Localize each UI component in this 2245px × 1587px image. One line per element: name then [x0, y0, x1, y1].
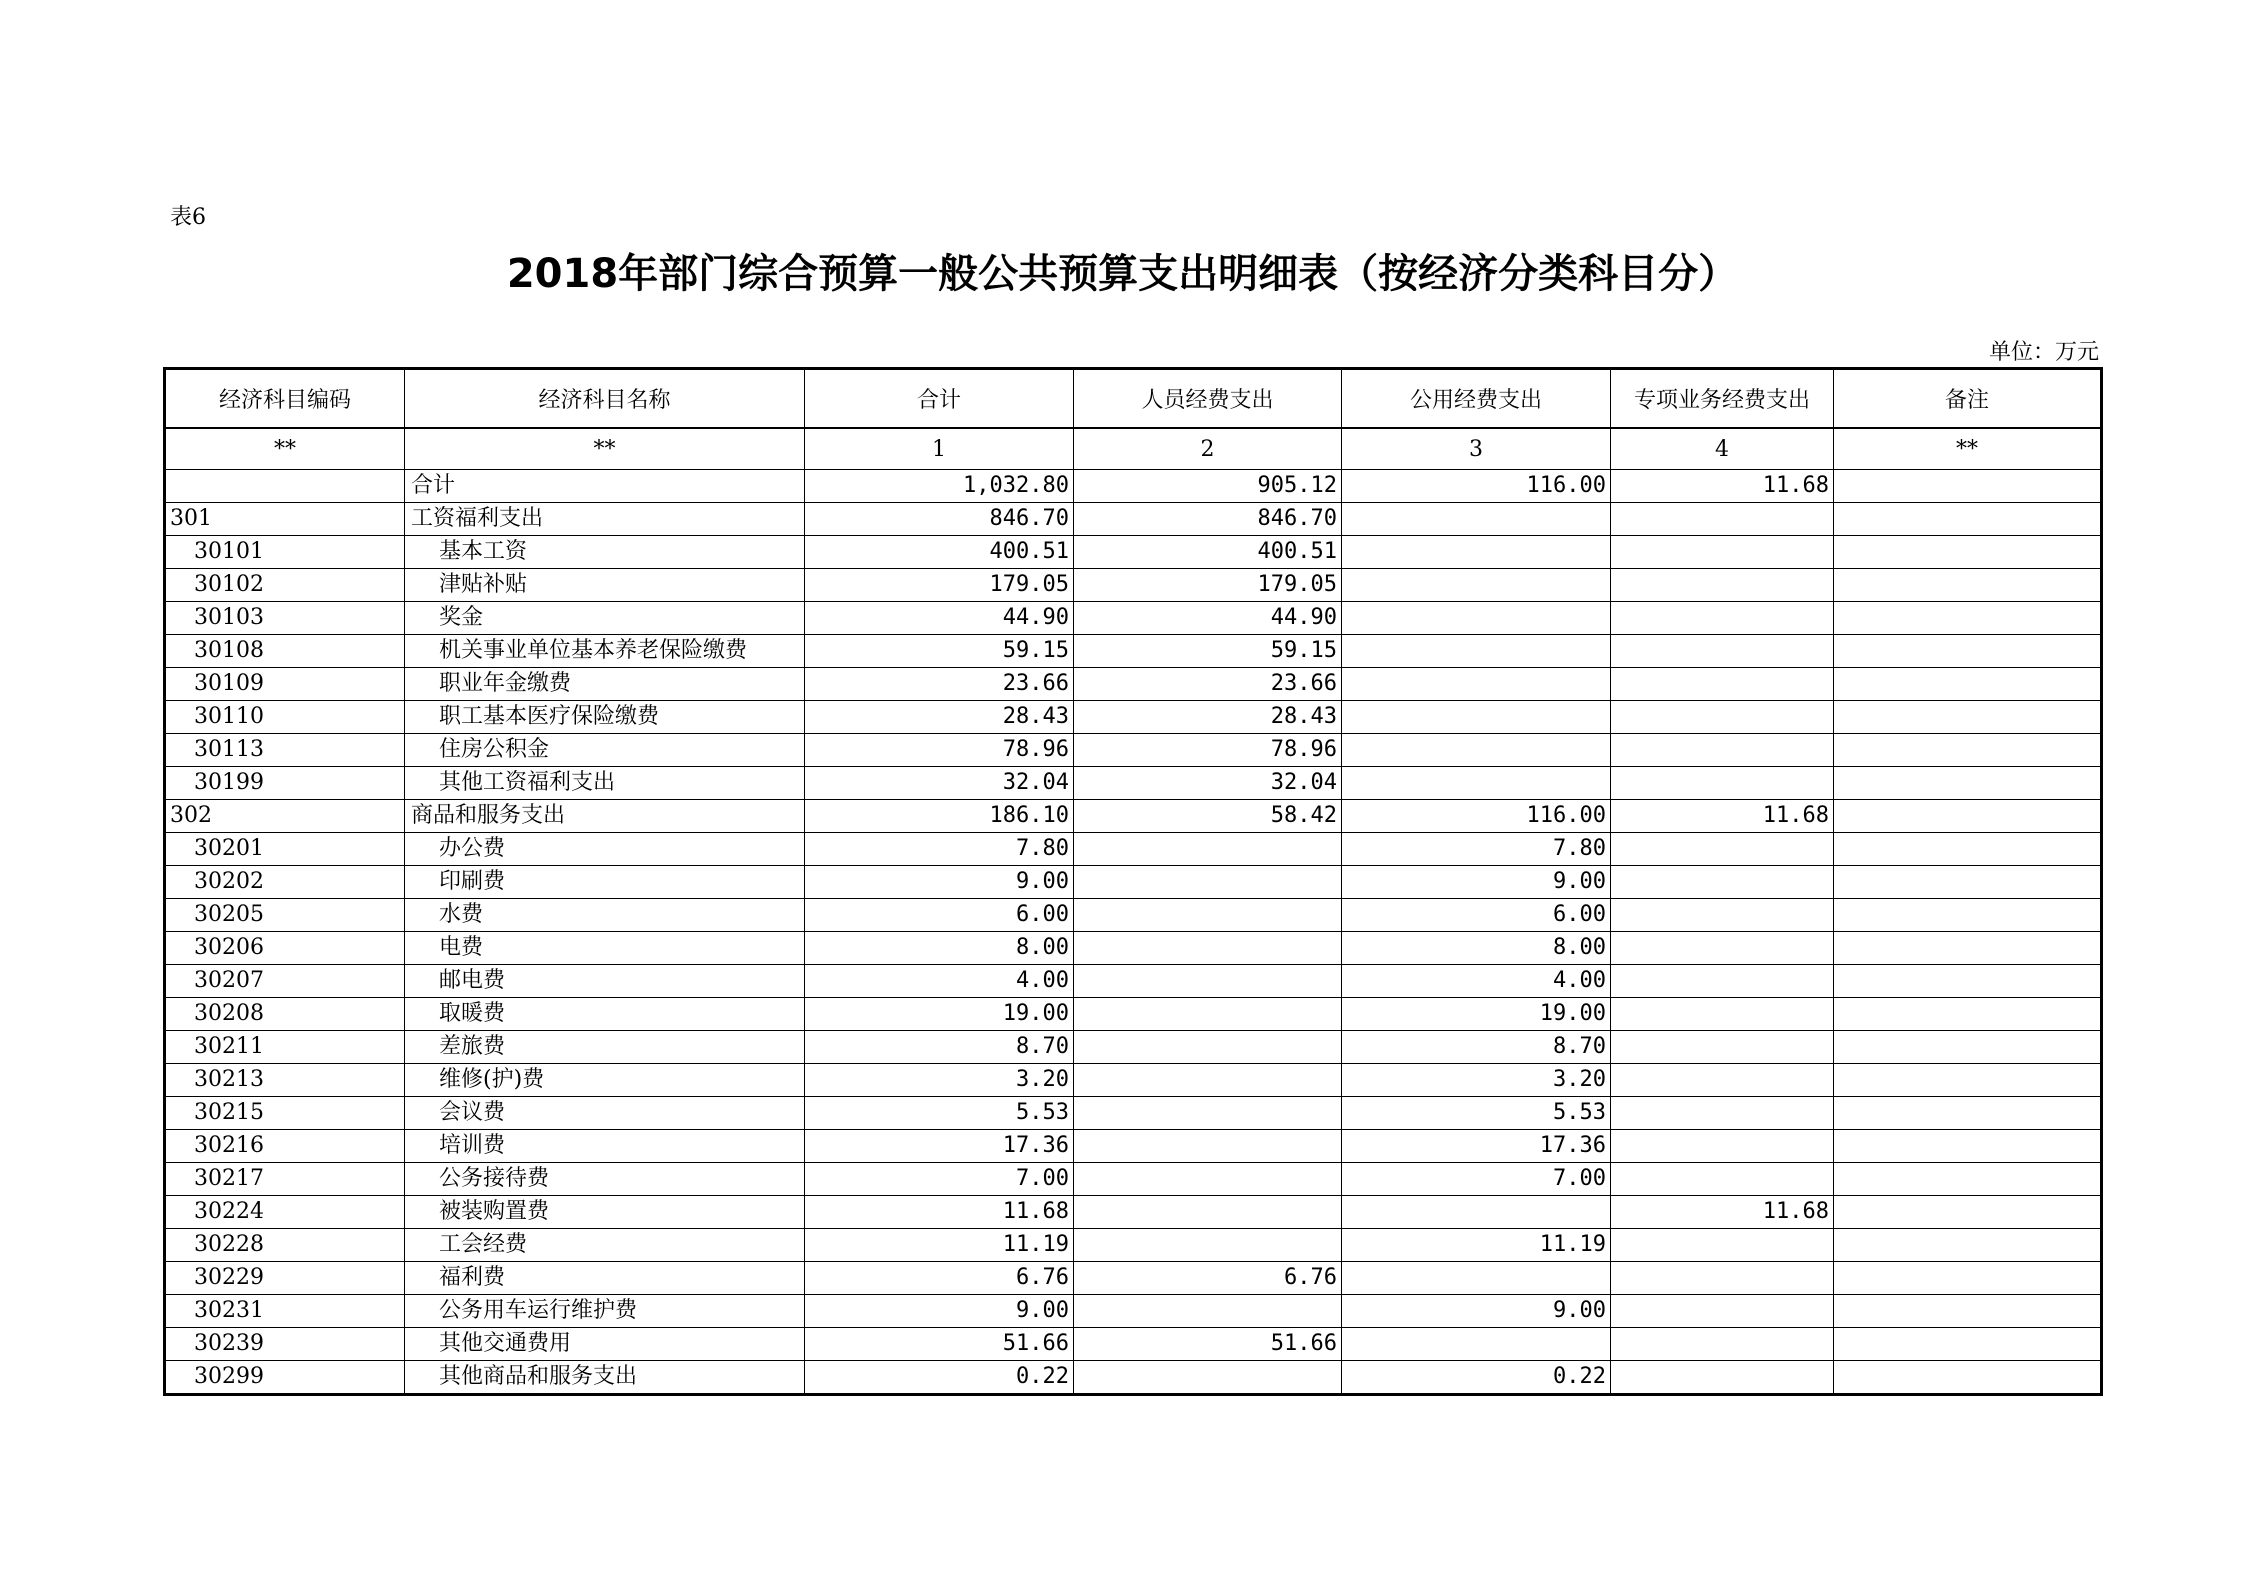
public-cell: 19.00	[1342, 998, 1611, 1031]
personnel-cell: 905.12	[1074, 470, 1342, 503]
name-cell: 工会经费	[405, 1229, 805, 1262]
table-row	[165, 1064, 2102, 1097]
total-cell: 846.70	[805, 503, 1074, 536]
table-row	[165, 503, 2102, 536]
personnel-cell: 51.66	[1074, 1328, 1342, 1361]
personnel-cell: 846.70	[1074, 503, 1342, 536]
table-row	[165, 1262, 2102, 1295]
note-cell	[1834, 569, 2102, 602]
total-cell: 23.66	[805, 668, 1074, 701]
special-cell	[1611, 767, 1834, 800]
special-cell	[1611, 1229, 1834, 1262]
table-row	[165, 833, 2102, 866]
page-title: 2018年部门综合预算一般公共预算支出明细表（按经济分类科目分）	[506, 251, 1739, 297]
note-cell	[1834, 998, 2102, 1031]
special-cell	[1611, 866, 1834, 899]
special-cell: 11.68	[1611, 1196, 1834, 1229]
code-cell: 30109	[165, 668, 405, 701]
public-cell	[1342, 668, 1611, 701]
public-cell	[1342, 536, 1611, 569]
special-cell	[1611, 1361, 1834, 1395]
column-header-row	[165, 369, 2102, 429]
name-cell: 印刷费	[405, 866, 805, 899]
name-cell: 机关事业单位基本养老保险缴费	[405, 635, 805, 668]
public-cell: 7.80	[1342, 833, 1611, 866]
personnel-cell: 6.76	[1074, 1262, 1342, 1295]
name-cell: 培训费	[405, 1130, 805, 1163]
note-cell	[1834, 635, 2102, 668]
code-cell: 30113	[165, 734, 405, 767]
code-cell	[165, 470, 405, 503]
note-cell	[1834, 833, 2102, 866]
special-cell	[1611, 998, 1834, 1031]
public-cell: 116.00	[1342, 470, 1611, 503]
name-cell: 奖金	[405, 602, 805, 635]
personnel-cell: 28.43	[1074, 701, 1342, 734]
table-row	[165, 899, 2102, 932]
name-cell: 取暖费	[405, 998, 805, 1031]
column-header-total: 合计	[805, 369, 1074, 429]
personnel-cell: 32.04	[1074, 767, 1342, 800]
public-cell: 6.00	[1342, 899, 1611, 932]
total-cell: 9.00	[805, 866, 1074, 899]
column-header-personnel: 人员经费支出	[1074, 369, 1342, 429]
code-cell: 30208	[165, 998, 405, 1031]
public-cell	[1342, 701, 1611, 734]
personnel-cell	[1074, 1295, 1342, 1328]
note-cell	[1834, 1031, 2102, 1064]
total-cell: 32.04	[805, 767, 1074, 800]
note-cell	[1834, 1229, 2102, 1262]
table-row	[165, 734, 2102, 767]
public-cell	[1342, 635, 1611, 668]
special-cell	[1611, 1031, 1834, 1064]
name-cell: 合计	[405, 470, 805, 503]
code-cell: 30231	[165, 1295, 405, 1328]
public-cell: 17.36	[1342, 1130, 1611, 1163]
special-cell	[1611, 1328, 1834, 1361]
public-cell: 8.00	[1342, 932, 1611, 965]
total-cell: 6.00	[805, 899, 1074, 932]
name-cell: 职工基本医疗保险缴费	[405, 701, 805, 734]
code-cell: 30216	[165, 1130, 405, 1163]
personnel-cell	[1074, 1196, 1342, 1229]
total-cell: 9.00	[805, 1295, 1074, 1328]
table-row	[165, 767, 2102, 800]
total-cell: 6.76	[805, 1262, 1074, 1295]
code-cell: 30101	[165, 536, 405, 569]
table-row	[165, 569, 2102, 602]
public-cell: 4.00	[1342, 965, 1611, 998]
column-header-code: 经济科目编码	[165, 369, 405, 429]
personnel-cell	[1074, 998, 1342, 1031]
note-cell	[1834, 800, 2102, 833]
total-cell: 400.51	[805, 536, 1074, 569]
total-cell: 0.22	[805, 1361, 1074, 1395]
code-cell: 30102	[165, 569, 405, 602]
table-row	[165, 965, 2102, 998]
table-row	[165, 701, 2102, 734]
table-row	[165, 602, 2102, 635]
code-cell: 30228	[165, 1229, 405, 1262]
note-cell	[1834, 602, 2102, 635]
name-cell: 办公费	[405, 833, 805, 866]
code-cell: 30108	[165, 635, 405, 668]
table-row	[165, 1097, 2102, 1130]
code-cell: 30239	[165, 1328, 405, 1361]
table-label: 表6	[170, 205, 206, 230]
note-cell	[1834, 734, 2102, 767]
special-cell	[1611, 1163, 1834, 1196]
code-cell: 30213	[165, 1064, 405, 1097]
public-cell: 0.22	[1342, 1361, 1611, 1395]
public-cell	[1342, 503, 1611, 536]
personnel-cell: 179.05	[1074, 569, 1342, 602]
note-cell	[1834, 1196, 2102, 1229]
special-cell	[1611, 701, 1834, 734]
table-row	[165, 1163, 2102, 1196]
table-row	[165, 800, 2102, 833]
public-cell	[1342, 602, 1611, 635]
table-row	[165, 1328, 2102, 1361]
note-cell	[1834, 932, 2102, 965]
total-cell: 1,032.80	[805, 470, 1074, 503]
total-cell: 11.68	[805, 1196, 1074, 1229]
table-row	[165, 668, 2102, 701]
index-cell: 2	[1074, 428, 1342, 470]
name-cell: 工资福利支出	[405, 503, 805, 536]
special-cell	[1611, 833, 1834, 866]
special-cell	[1611, 569, 1834, 602]
name-cell: 公务用车运行维护费	[405, 1295, 805, 1328]
name-cell: 公务接待费	[405, 1163, 805, 1196]
code-cell: 30229	[165, 1262, 405, 1295]
note-cell	[1834, 470, 2102, 503]
note-cell	[1834, 536, 2102, 569]
special-cell	[1611, 1262, 1834, 1295]
personnel-cell	[1074, 1361, 1342, 1395]
code-cell: 30224	[165, 1196, 405, 1229]
personnel-cell	[1074, 899, 1342, 932]
code-cell: 30205	[165, 899, 405, 932]
name-cell: 津贴补贴	[405, 569, 805, 602]
public-cell: 5.53	[1342, 1097, 1611, 1130]
table-row	[165, 536, 2102, 569]
note-cell	[1834, 965, 2102, 998]
total-cell: 8.00	[805, 932, 1074, 965]
note-cell	[1834, 1361, 2102, 1395]
note-cell	[1834, 1295, 2102, 1328]
code-cell: 30215	[165, 1097, 405, 1130]
name-cell: 水费	[405, 899, 805, 932]
total-cell: 4.00	[805, 965, 1074, 998]
note-cell	[1834, 1130, 2102, 1163]
total-cell: 17.36	[805, 1130, 1074, 1163]
code-cell: 30103	[165, 602, 405, 635]
table-row	[165, 1295, 2102, 1328]
unit-label: 单位：万元	[1988, 340, 2099, 365]
name-cell: 其他商品和服务支出	[405, 1361, 805, 1395]
personnel-cell	[1074, 833, 1342, 866]
code-cell: 30202	[165, 866, 405, 899]
special-cell: 11.68	[1611, 470, 1834, 503]
column-header-note: 备注	[1834, 369, 2102, 429]
index-cell: 1	[805, 428, 1074, 470]
special-cell	[1611, 1097, 1834, 1130]
total-cell: 7.00	[805, 1163, 1074, 1196]
special-cell	[1611, 668, 1834, 701]
code-cell: 30207	[165, 965, 405, 998]
code-cell: 30211	[165, 1031, 405, 1064]
name-cell: 其他交通费用	[405, 1328, 805, 1361]
special-cell	[1611, 899, 1834, 932]
personnel-cell	[1074, 1097, 1342, 1130]
note-cell	[1834, 1097, 2102, 1130]
name-cell: 其他工资福利支出	[405, 767, 805, 800]
personnel-cell	[1074, 866, 1342, 899]
index-cell: **	[1834, 428, 2102, 470]
total-cell: 8.70	[805, 1031, 1074, 1064]
table-row	[165, 1031, 2102, 1064]
name-cell: 福利费	[405, 1262, 805, 1295]
public-cell: 116.00	[1342, 800, 1611, 833]
special-cell	[1611, 1295, 1834, 1328]
public-cell: 3.20	[1342, 1064, 1611, 1097]
table-row	[165, 1196, 2102, 1229]
note-cell	[1834, 866, 2102, 899]
table-row	[165, 470, 2102, 503]
special-cell	[1611, 602, 1834, 635]
table-row	[165, 1130, 2102, 1163]
personnel-cell	[1074, 1031, 1342, 1064]
name-cell: 基本工资	[405, 536, 805, 569]
note-cell	[1834, 701, 2102, 734]
name-cell: 邮电费	[405, 965, 805, 998]
personnel-cell: 78.96	[1074, 734, 1342, 767]
budget-table	[163, 367, 2103, 1396]
total-cell: 5.53	[805, 1097, 1074, 1130]
special-cell	[1611, 1064, 1834, 1097]
name-cell: 职业年金缴费	[405, 668, 805, 701]
special-cell	[1611, 635, 1834, 668]
note-cell	[1834, 899, 2102, 932]
public-cell: 9.00	[1342, 1295, 1611, 1328]
note-cell	[1834, 503, 2102, 536]
note-cell	[1834, 668, 2102, 701]
total-cell: 186.10	[805, 800, 1074, 833]
personnel-cell	[1074, 965, 1342, 998]
table-row	[165, 635, 2102, 668]
special-cell: 11.68	[1611, 800, 1834, 833]
total-cell: 7.80	[805, 833, 1074, 866]
total-cell: 44.90	[805, 602, 1074, 635]
personnel-cell: 58.42	[1074, 800, 1342, 833]
name-cell: 被装购置费	[405, 1196, 805, 1229]
index-row	[165, 428, 2102, 470]
special-cell	[1611, 965, 1834, 998]
personnel-cell	[1074, 1130, 1342, 1163]
code-cell: 30110	[165, 701, 405, 734]
personnel-cell: 59.15	[1074, 635, 1342, 668]
column-header-name: 经济科目名称	[405, 369, 805, 429]
personnel-cell: 44.90	[1074, 602, 1342, 635]
special-cell	[1611, 734, 1834, 767]
personnel-cell	[1074, 1229, 1342, 1262]
column-header-public: 公用经费支出	[1342, 369, 1611, 429]
note-cell	[1834, 767, 2102, 800]
table-row	[165, 998, 2102, 1031]
name-cell: 电费	[405, 932, 805, 965]
total-cell: 78.96	[805, 734, 1074, 767]
name-cell: 维修(护)费	[405, 1064, 805, 1097]
special-cell	[1611, 503, 1834, 536]
personnel-cell	[1074, 1064, 1342, 1097]
personnel-cell: 23.66	[1074, 668, 1342, 701]
personnel-cell	[1074, 1163, 1342, 1196]
code-cell: 302	[165, 800, 405, 833]
table-row	[165, 1361, 2102, 1395]
table-body	[165, 470, 2102, 1395]
index-cell: 3	[1342, 428, 1611, 470]
public-cell	[1342, 734, 1611, 767]
note-cell	[1834, 1328, 2102, 1361]
note-cell	[1834, 1064, 2102, 1097]
column-header-special: 专项业务经费支出	[1611, 369, 1834, 429]
special-cell	[1611, 1130, 1834, 1163]
name-cell: 差旅费	[405, 1031, 805, 1064]
public-cell: 8.70	[1342, 1031, 1611, 1064]
name-cell: 商品和服务支出	[405, 800, 805, 833]
index-cell: 4	[1611, 428, 1834, 470]
code-cell: 30201	[165, 833, 405, 866]
name-cell: 住房公积金	[405, 734, 805, 767]
index-cell: **	[165, 428, 405, 470]
code-cell: 30206	[165, 932, 405, 965]
code-cell: 30199	[165, 767, 405, 800]
public-cell: 9.00	[1342, 866, 1611, 899]
total-cell: 59.15	[805, 635, 1074, 668]
public-cell	[1342, 767, 1611, 800]
note-cell	[1834, 1262, 2102, 1295]
total-cell: 28.43	[805, 701, 1074, 734]
code-cell: 30299	[165, 1361, 405, 1395]
personnel-cell: 400.51	[1074, 536, 1342, 569]
public-cell: 11.19	[1342, 1229, 1611, 1262]
name-cell: 会议费	[405, 1097, 805, 1130]
total-cell: 3.20	[805, 1064, 1074, 1097]
personnel-cell	[1074, 932, 1342, 965]
index-cell: **	[405, 428, 805, 470]
table-row	[165, 1229, 2102, 1262]
total-cell: 179.05	[805, 569, 1074, 602]
total-cell: 19.00	[805, 998, 1074, 1031]
public-cell: 7.00	[1342, 1163, 1611, 1196]
special-cell	[1611, 536, 1834, 569]
public-cell	[1342, 569, 1611, 602]
total-cell: 51.66	[805, 1328, 1074, 1361]
table-row	[165, 866, 2102, 899]
table-row	[165, 932, 2102, 965]
total-cell: 11.19	[805, 1229, 1074, 1262]
note-cell	[1834, 1163, 2102, 1196]
public-cell	[1342, 1328, 1611, 1361]
public-cell	[1342, 1262, 1611, 1295]
special-cell	[1611, 932, 1834, 965]
code-cell: 301	[165, 503, 405, 536]
code-cell: 30217	[165, 1163, 405, 1196]
public-cell	[1342, 1196, 1611, 1229]
